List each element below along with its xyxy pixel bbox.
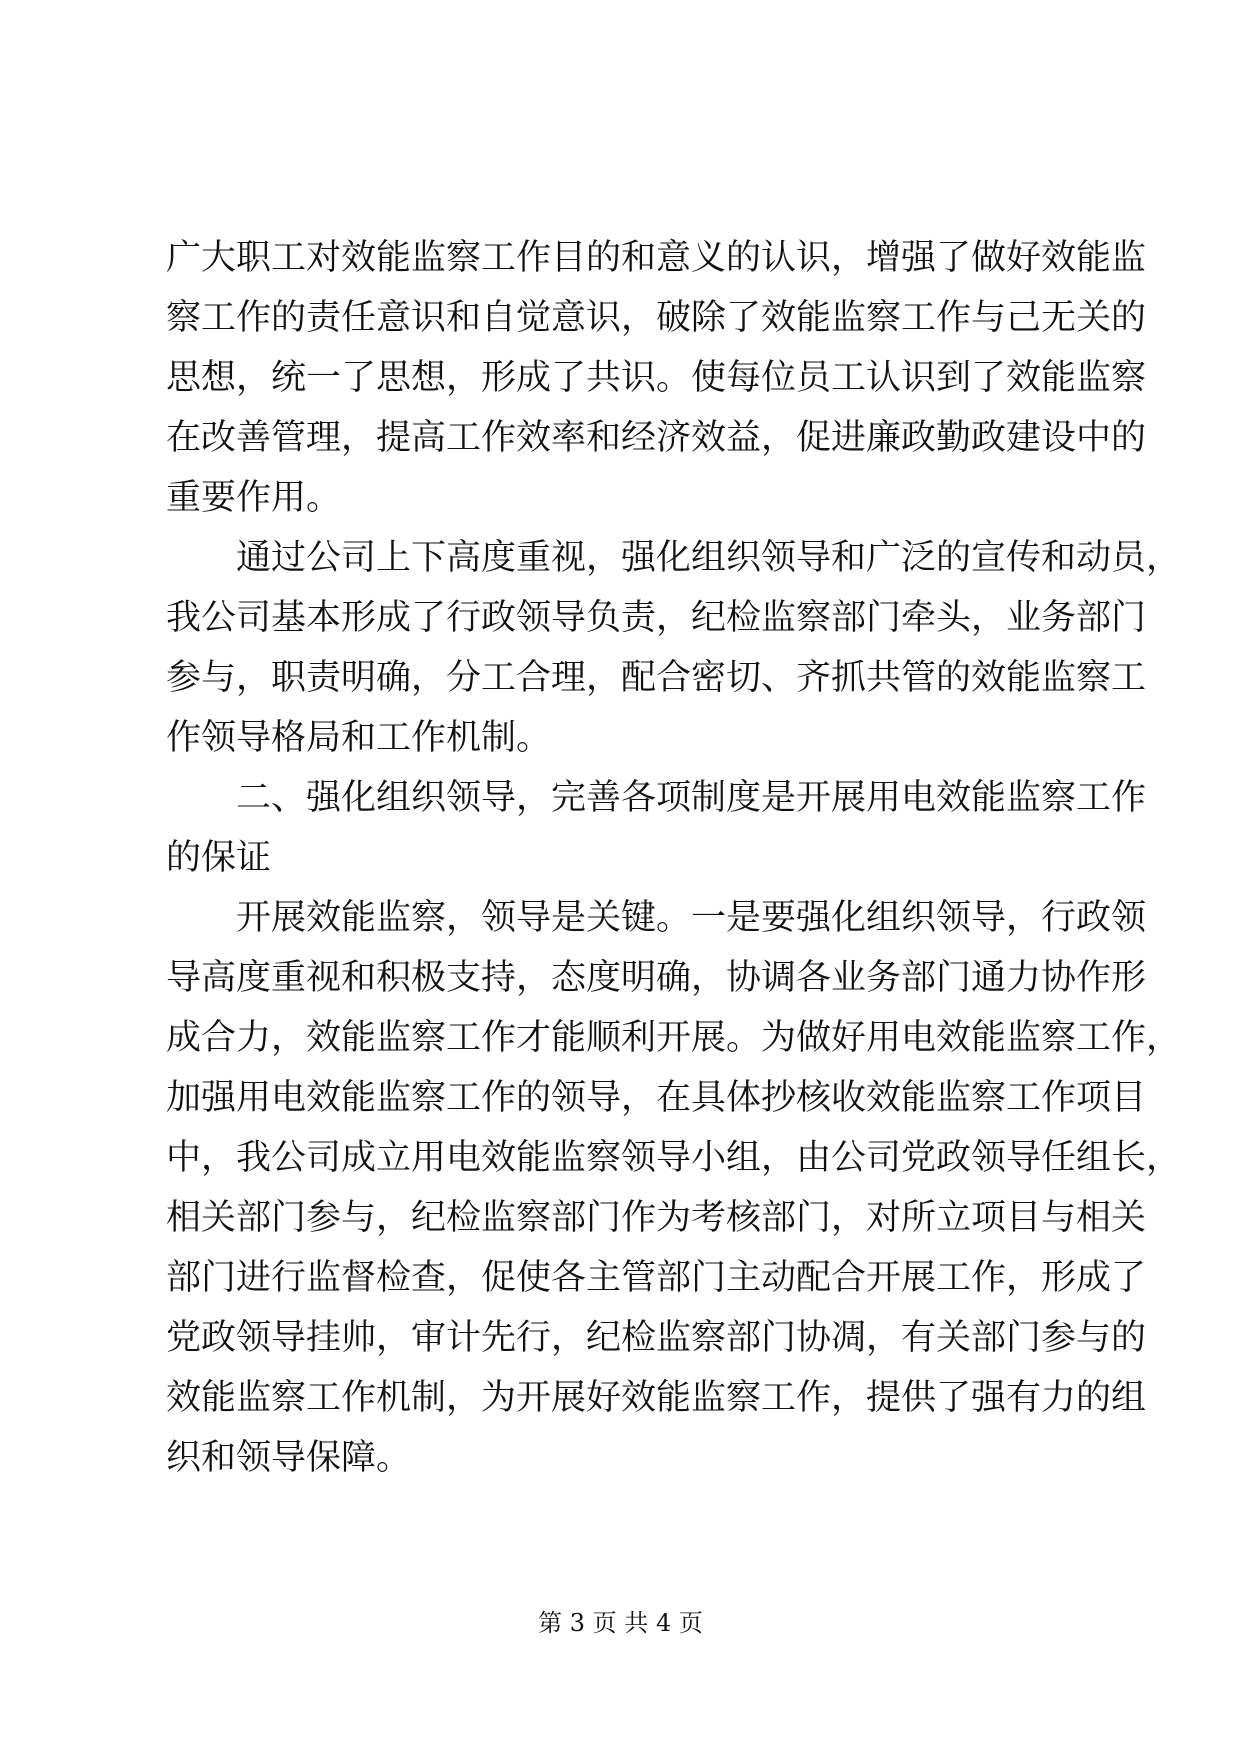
section-heading-line: 的保证	[166, 838, 272, 878]
text-line: 广大职工对效能监察工作目的和意义的认识，增强了做好效能监	[166, 238, 1147, 278]
text-line: 相关部门参与，纪检监察部门作为考核部门，对所立项目与相关	[166, 1198, 1147, 1238]
text-line: 参与，职责明确，分工合理，配合密切、齐抓共管的效能监察工	[166, 658, 1147, 698]
text-line: 织和领导保障。	[166, 1438, 412, 1478]
page-number-footer: 第 3 页 共 4 页	[538, 1609, 703, 1637]
text-line: 中，我公司成立用电效能监察领导小组，由公司党政领导任组长，	[166, 1138, 1182, 1178]
text-line: 成合力，效能监察工作才能顺利开展。为做好用电效能监察工作，	[166, 1018, 1182, 1058]
text-line: 我公司基本形成了行政领导负责，纪检监察部门牵头，业务部门	[166, 598, 1147, 638]
text-line: 重要作用。	[166, 478, 342, 518]
text-line: 在改善管理，提高工作效率和经济效益，促进廉政勤政建设中的	[166, 418, 1147, 458]
document-body	[166, 228, 1182, 1488]
text-line: 部门进行监督检查，促使各主管部门主动配合开展工作，形成了	[166, 1258, 1147, 1298]
section-heading-line: 二、强化组织领导，完善各项制度是开展用电效能监察工作	[236, 778, 1147, 818]
text-line: 作领导格局和工作机制。	[166, 718, 552, 758]
text-line: 效能监察工作机制，为开展好效能监察工作，提供了强有力的组	[166, 1378, 1147, 1418]
text-line: 加强用电效能监察工作的领导，在具体抄核收效能监察工作项目	[166, 1078, 1147, 1118]
text-line: 导高度重视和积极支持，态度明确，协调各业务部门通力协作形	[166, 958, 1147, 998]
text-line: 开展效能监察，领导是关键。一是要强化组织领导，行政领	[236, 898, 1147, 938]
text-line: 察工作的责任意识和自觉意识，破除了效能监察工作与己无关的	[166, 298, 1147, 338]
text-line: 党政领导挂帅，审计先行，纪检监察部门协凋，有关部门参与的	[166, 1318, 1147, 1358]
text-line: 思想，统一了思想，形成了共识。使每位员工认识到了效能监察	[166, 358, 1147, 398]
text-line: 通过公司上下高度重视，强化组织领导和广泛的宣传和动员，	[236, 538, 1182, 578]
